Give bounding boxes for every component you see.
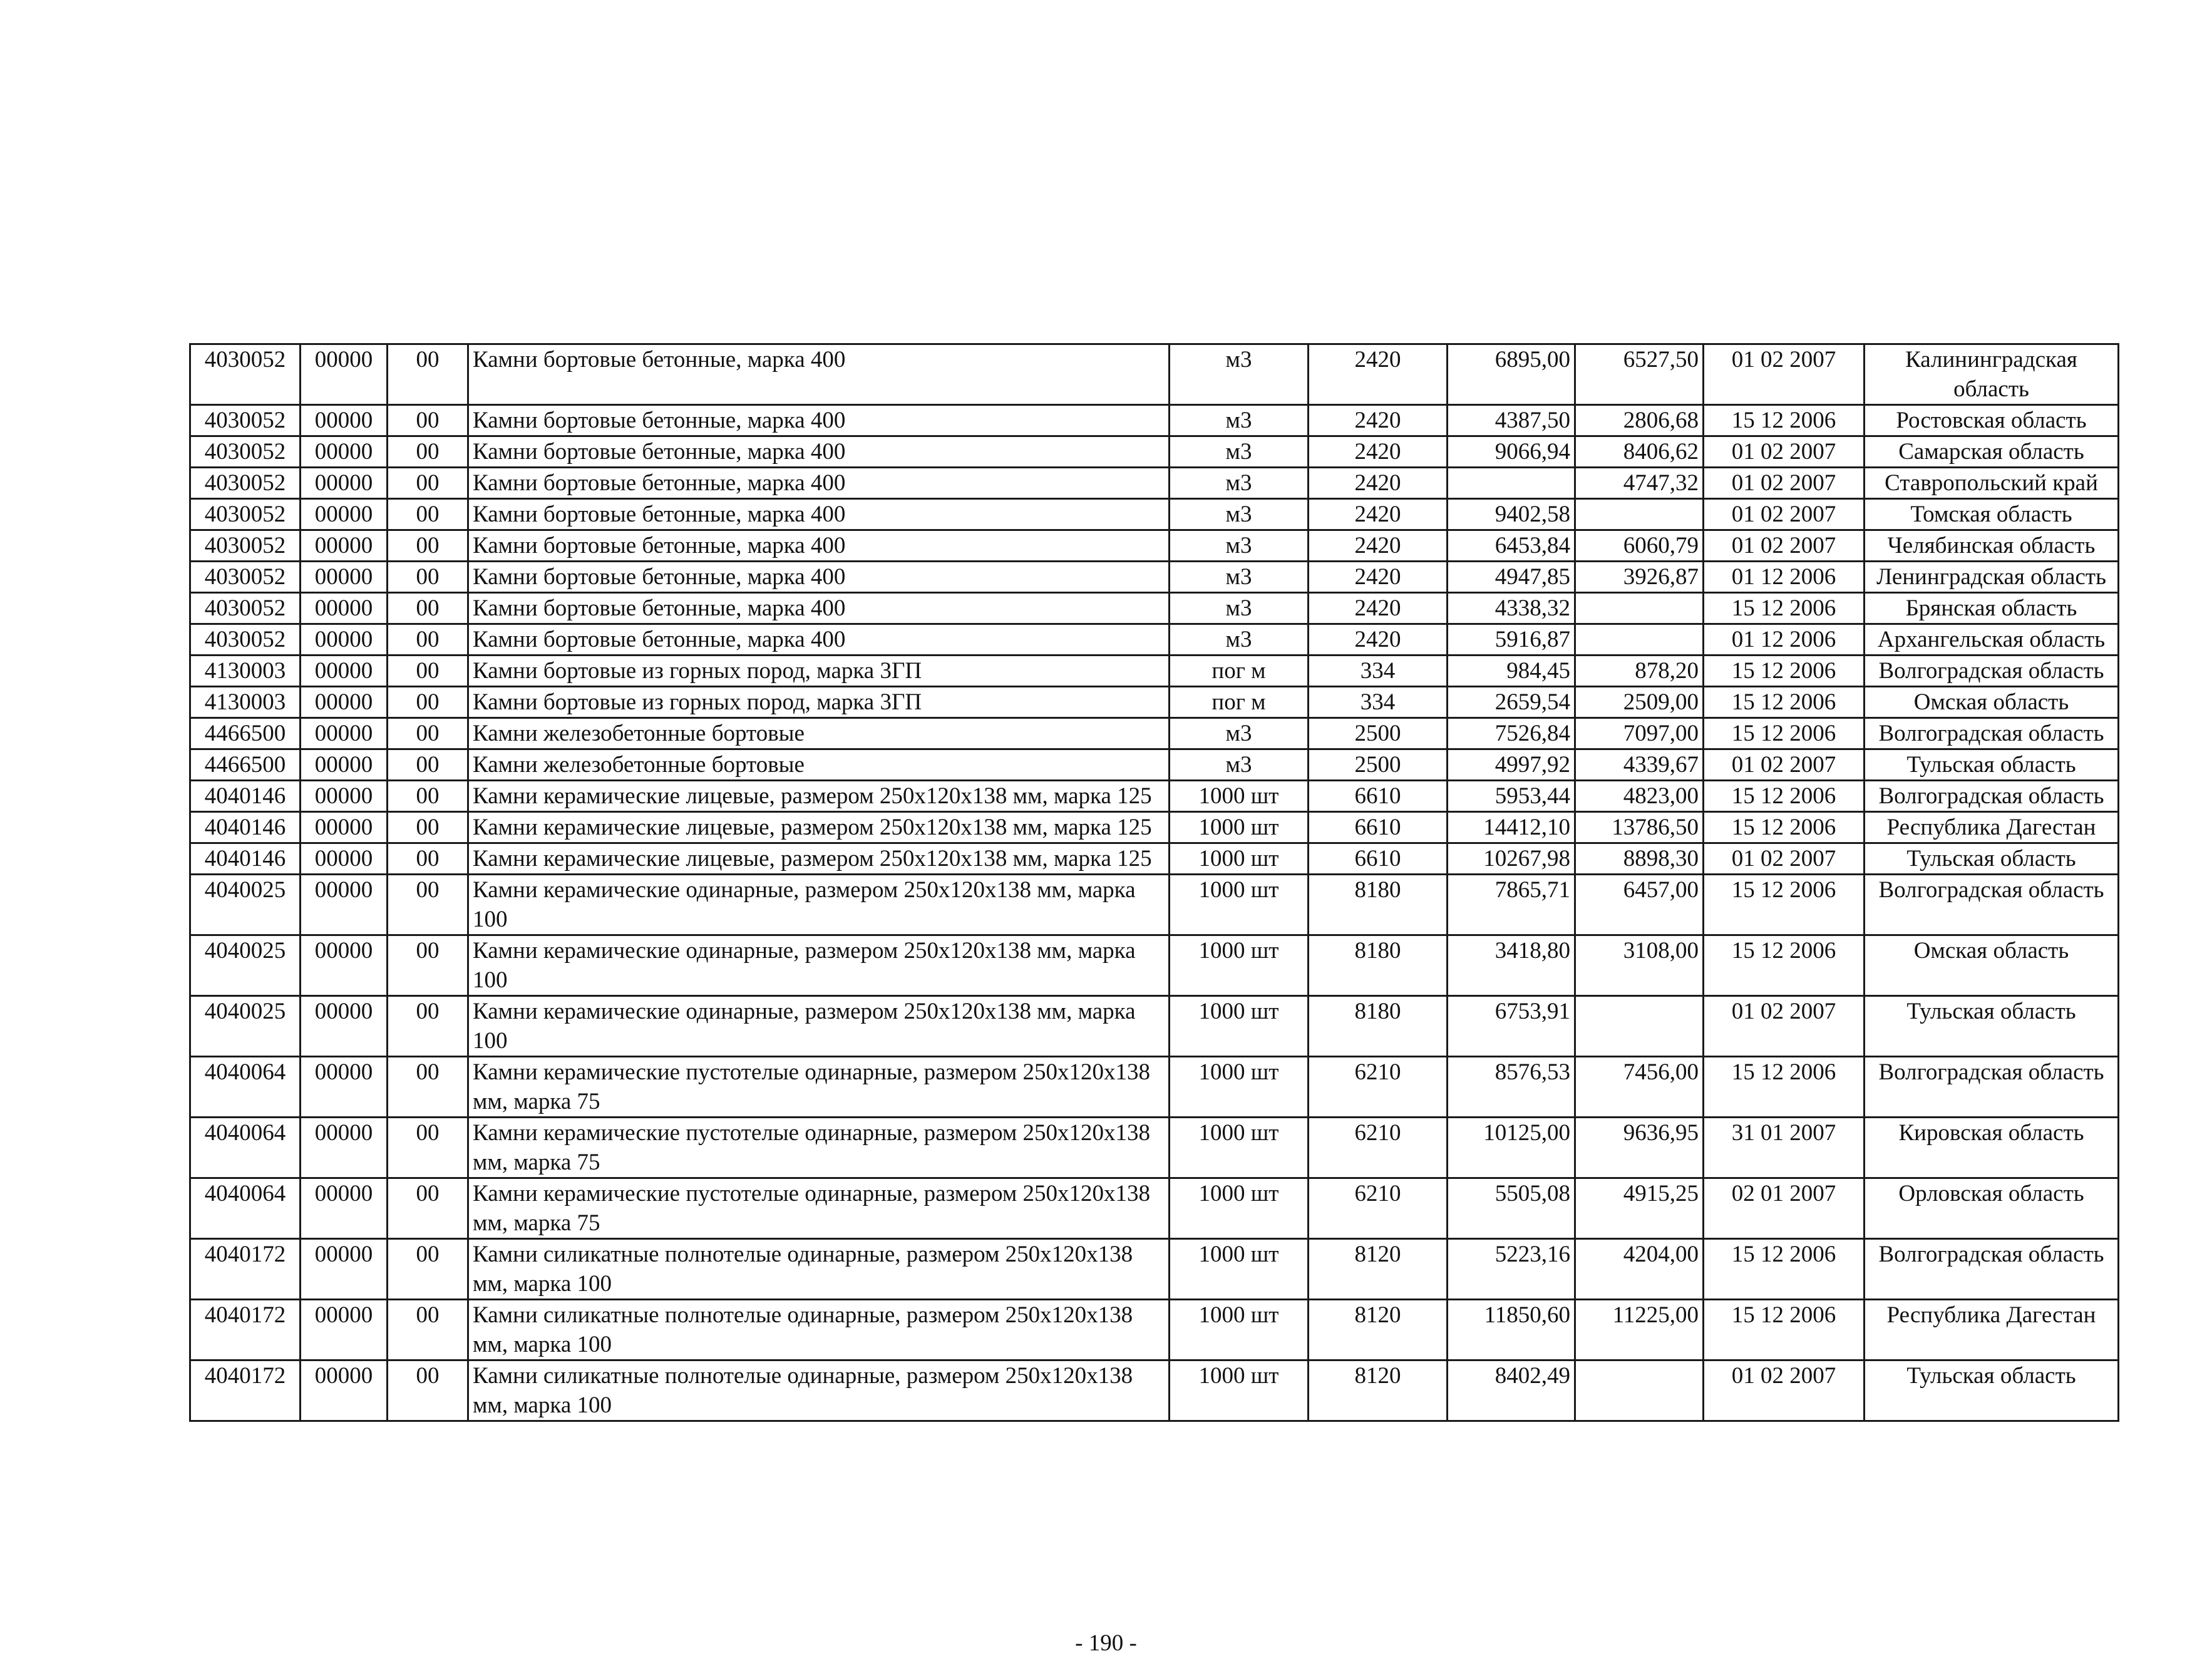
sub-code-cell: 00000 [301,781,388,812]
item-code-cell: 4040146 [190,843,301,875]
table-row [190,781,2119,812]
item-code-cell: 4040064 [190,1118,301,1178]
item-code-cell: 4130003 [190,656,301,687]
price-alt-cell [1575,996,1704,1057]
unit-cell: пог м [1170,656,1309,687]
unit-cell: 1000 шт [1170,1360,1309,1421]
price-cell: 9066,94 [1448,436,1575,468]
item-code-cell: 4040172 [190,1300,301,1360]
unit-cell: 1000 шт [1170,875,1309,935]
table-row [190,1360,2119,1421]
version-cell: 00 [388,749,468,781]
table-row [190,530,2119,562]
sub-code-cell: 00000 [301,1239,388,1300]
price-alt-cell: 6457,00 [1575,875,1704,935]
item-code-cell: 4030052 [190,624,301,656]
version-cell: 00 [388,593,468,624]
unit-cell: 1000 шт [1170,1057,1309,1118]
price-cell: 10125,00 [1448,1118,1575,1178]
number-cell: 2500 [1309,749,1448,781]
version-cell: 00 [388,656,468,687]
table-row [190,687,2119,718]
price-alt-cell: 2806,68 [1575,405,1704,436]
item-code-cell: 4040025 [190,935,301,996]
item-code-cell: 4030052 [190,405,301,436]
date-cell: 01 02 2007 [1704,468,1865,499]
sub-code-cell: 00000 [301,1057,388,1118]
sub-code-cell: 00000 [301,1360,388,1421]
material-name-cell: Камни силикатные полнотелые одинарные, размером 250x120x138 мм, марка 100 [468,1300,1170,1360]
item-code-cell: 4030052 [190,344,301,405]
date-cell: 01 02 2007 [1704,1360,1865,1421]
sub-code-cell: 00000 [301,1118,388,1178]
date-cell: 15 12 2006 [1704,656,1865,687]
number-cell: 6210 [1309,1118,1448,1178]
item-code-cell: 4040146 [190,781,301,812]
region-cell: Волгоградская область [1865,1239,2119,1300]
unit-cell: м3 [1170,405,1309,436]
price-alt-cell: 4339,67 [1575,749,1704,781]
number-cell: 8180 [1309,875,1448,935]
version-cell: 00 [388,843,468,875]
number-cell: 2420 [1309,405,1448,436]
version-cell: 00 [388,436,468,468]
region-cell: Республика Дагестан [1865,812,2119,843]
region-cell: Орловская область [1865,1178,2119,1239]
price-alt-cell: 8406,62 [1575,436,1704,468]
sub-code-cell: 00000 [301,996,388,1057]
sub-code-cell: 00000 [301,344,388,405]
region-cell: Тульская область [1865,1360,2119,1421]
price-cell: 14412,10 [1448,812,1575,843]
number-cell: 8120 [1309,1300,1448,1360]
number-cell: 2420 [1309,468,1448,499]
number-cell: 6610 [1309,812,1448,843]
unit-cell: 1000 шт [1170,996,1309,1057]
price-alt-cell [1575,624,1704,656]
sub-code-cell: 00000 [301,687,388,718]
unit-cell: 1000 шт [1170,1178,1309,1239]
region-cell: Волгоградская область [1865,875,2119,935]
date-cell: 01 02 2007 [1704,996,1865,1057]
price-cell [1448,468,1575,499]
region-cell: Ростовская область [1865,405,2119,436]
unit-cell: 1000 шт [1170,1239,1309,1300]
item-code-cell: 4030052 [190,593,301,624]
price-alt-cell: 878,20 [1575,656,1704,687]
date-cell: 15 12 2006 [1704,1300,1865,1360]
date-cell: 01 12 2006 [1704,562,1865,593]
table-row [190,875,2119,935]
sub-code-cell: 00000 [301,405,388,436]
number-cell: 8120 [1309,1239,1448,1300]
number-cell: 334 [1309,687,1448,718]
unit-cell: м3 [1170,530,1309,562]
region-cell: Волгоградская область [1865,718,2119,749]
version-cell: 00 [388,1300,468,1360]
item-code-cell: 4040025 [190,875,301,935]
material-name-cell: Камни керамические одинарные, размером 250x120x138 мм, марка 100 [468,996,1170,1057]
material-name-cell: Камни керамические лицевые, размером 250x120x138 мм, марка 125 [468,781,1170,812]
version-cell: 00 [388,468,468,499]
table-row [190,843,2119,875]
unit-cell: 1000 шт [1170,1300,1309,1360]
table-row [190,624,2119,656]
unit-cell: 1000 шт [1170,843,1309,875]
date-cell: 01 02 2007 [1704,749,1865,781]
unit-cell: 1000 шт [1170,781,1309,812]
number-cell: 2420 [1309,499,1448,530]
date-cell: 15 12 2006 [1704,1057,1865,1118]
number-cell: 6610 [1309,843,1448,875]
unit-cell: 1000 шт [1170,1118,1309,1178]
date-cell: 15 12 2006 [1704,405,1865,436]
material-name-cell: Камни керамические одинарные, размером 250x120x138 мм, марка 100 [468,935,1170,996]
item-code-cell: 4466500 [190,718,301,749]
price-alt-cell [1575,593,1704,624]
price-cell: 9402,58 [1448,499,1575,530]
item-code-cell: 4040064 [190,1178,301,1239]
price-alt-cell: 13786,50 [1575,812,1704,843]
version-cell: 00 [388,1178,468,1239]
price-cell: 6453,84 [1448,530,1575,562]
table-row [190,749,2119,781]
price-cell: 4947,85 [1448,562,1575,593]
price-alt-cell: 4747,32 [1575,468,1704,499]
version-cell: 00 [388,812,468,843]
item-code-cell: 4040064 [190,1057,301,1118]
price-cell: 5505,08 [1448,1178,1575,1239]
price-table [189,343,2119,1422]
number-cell: 6210 [1309,1178,1448,1239]
price-cell: 984,45 [1448,656,1575,687]
sub-code-cell: 00000 [301,593,388,624]
material-name-cell: Камни бортовые бетонные, марка 400 [468,468,1170,499]
version-cell: 00 [388,1057,468,1118]
table-row [190,593,2119,624]
item-code-cell: 4040025 [190,996,301,1057]
material-name-cell: Камни бортовые из горных пород, марка 3ГП [468,656,1170,687]
price-cell: 2659,54 [1448,687,1575,718]
region-cell: Самарская область [1865,436,2119,468]
table-body [190,344,2119,1421]
table-row [190,468,2119,499]
sub-code-cell: 00000 [301,812,388,843]
number-cell: 2420 [1309,562,1448,593]
region-cell: Тульская область [1865,996,2119,1057]
region-cell: Волгоградская область [1865,781,2119,812]
version-cell: 00 [388,875,468,935]
price-cell: 5953,44 [1448,781,1575,812]
region-cell: Омская область [1865,935,2119,996]
item-code-cell: 4040146 [190,812,301,843]
region-cell: Волгоградская область [1865,656,2119,687]
table-row [190,1057,2119,1118]
date-cell: 15 12 2006 [1704,687,1865,718]
number-cell: 6210 [1309,1057,1448,1118]
item-code-cell: 4466500 [190,749,301,781]
unit-cell: пог м [1170,687,1309,718]
number-cell: 2500 [1309,718,1448,749]
material-name-cell: Камни бортовые бетонные, марка 400 [468,530,1170,562]
sub-code-cell: 00000 [301,749,388,781]
version-cell: 00 [388,344,468,405]
number-cell: 8180 [1309,996,1448,1057]
price-alt-cell: 11225,00 [1575,1300,1704,1360]
sub-code-cell: 00000 [301,875,388,935]
material-name-cell: Камни бортовые из горных пород, марка 3ГП [468,687,1170,718]
price-alt-cell [1575,499,1704,530]
number-cell: 8120 [1309,1360,1448,1421]
material-name-cell: Камни силикатные полнотелые одинарные, размером 250x120x138 мм, марка 100 [468,1360,1170,1421]
item-code-cell: 4030052 [190,436,301,468]
material-name-cell: Камни керамические одинарные, размером 250x120x138 мм, марка 100 [468,875,1170,935]
sub-code-cell: 00000 [301,624,388,656]
number-cell: 2420 [1309,436,1448,468]
version-cell: 00 [388,1360,468,1421]
price-cell: 7865,71 [1448,875,1575,935]
date-cell: 02 01 2007 [1704,1178,1865,1239]
material-name-cell: Камни бортовые бетонные, марка 400 [468,562,1170,593]
material-name-cell: Камни бортовые бетонные, марка 400 [468,436,1170,468]
version-cell: 00 [388,1118,468,1178]
price-alt-cell: 6527,50 [1575,344,1704,405]
date-cell: 15 12 2006 [1704,781,1865,812]
region-cell: Республика Дагестан [1865,1300,2119,1360]
price-cell: 7526,84 [1448,718,1575,749]
version-cell: 00 [388,405,468,436]
region-cell: Челябинская область [1865,530,2119,562]
material-name-cell: Камни железобетонные бортовые [468,749,1170,781]
version-cell: 00 [388,781,468,812]
material-name-cell: Камни керамические лицевые, размером 250x120x138 мм, марка 125 [468,812,1170,843]
item-code-cell: 4030052 [190,562,301,593]
table-row [190,996,2119,1057]
region-cell: Ленинградская область [1865,562,2119,593]
date-cell: 01 02 2007 [1704,530,1865,562]
price-alt-cell: 4204,00 [1575,1239,1704,1300]
region-cell: Ставропольский край [1865,468,2119,499]
date-cell: 01 02 2007 [1704,843,1865,875]
material-name-cell: Камни керамические лицевые, размером 250x120x138 мм, марка 125 [468,843,1170,875]
table-row [190,656,2119,687]
sub-code-cell: 00000 [301,843,388,875]
unit-cell: 1000 шт [1170,935,1309,996]
material-name-cell: Камни бортовые бетонные, марка 400 [468,499,1170,530]
date-cell: 31 01 2007 [1704,1118,1865,1178]
price-alt-cell: 6060,79 [1575,530,1704,562]
unit-cell: 1000 шт [1170,812,1309,843]
unit-cell: м3 [1170,499,1309,530]
region-cell: Кировская область [1865,1118,2119,1178]
sub-code-cell: 00000 [301,468,388,499]
table-row [190,1300,2119,1360]
price-cell: 4387,50 [1448,405,1575,436]
price-alt-cell: 2509,00 [1575,687,1704,718]
unit-cell: м3 [1170,436,1309,468]
table-row [190,436,2119,468]
sub-code-cell: 00000 [301,499,388,530]
table-row [190,812,2119,843]
material-name-cell: Камни железобетонные бортовые [468,718,1170,749]
price-cell: 5916,87 [1448,624,1575,656]
number-cell: 8180 [1309,935,1448,996]
material-name-cell: Камни силикатные полнотелые одинарные, размером 250x120x138 мм, марка 100 [468,1239,1170,1300]
material-name-cell: Камни керамические пустотелые одинарные, размером 250x120x138 мм, марка 75 [468,1057,1170,1118]
table-row [190,1178,2119,1239]
price-alt-cell: 4823,00 [1575,781,1704,812]
item-code-cell: 4130003 [190,687,301,718]
version-cell: 00 [388,718,468,749]
version-cell: 00 [388,935,468,996]
page-number: - 190 - [1075,1630,1137,1656]
number-cell: 334 [1309,656,1448,687]
number-cell: 6610 [1309,781,1448,812]
version-cell: 00 [388,996,468,1057]
table-row [190,344,2119,405]
unit-cell: м3 [1170,468,1309,499]
sub-code-cell: 00000 [301,530,388,562]
item-code-cell: 4030052 [190,468,301,499]
table-row [190,718,2119,749]
region-cell: Брянская область [1865,593,2119,624]
table-row [190,935,2119,996]
price-cell: 4338,32 [1448,593,1575,624]
price-cell: 5223,16 [1448,1239,1575,1300]
sub-code-cell: 00000 [301,562,388,593]
price-cell: 3418,80 [1448,935,1575,996]
date-cell: 15 12 2006 [1704,875,1865,935]
table-row [190,562,2119,593]
price-cell: 10267,98 [1448,843,1575,875]
version-cell: 00 [388,687,468,718]
price-alt-cell: 8898,30 [1575,843,1704,875]
material-name-cell: Камни бортовые бетонные, марка 400 [468,593,1170,624]
number-cell: 2420 [1309,530,1448,562]
material-name-cell: Камни бортовые бетонные, марка 400 [468,624,1170,656]
price-alt-cell: 7097,00 [1575,718,1704,749]
sub-code-cell: 00000 [301,718,388,749]
item-code-cell: 4030052 [190,499,301,530]
table-row [190,1239,2119,1300]
date-cell: 15 12 2006 [1704,935,1865,996]
date-cell: 15 12 2006 [1704,812,1865,843]
material-name-cell: Камни керамические пустотелые одинарные, размером 250x120x138 мм, марка 75 [468,1178,1170,1239]
date-cell: 01 02 2007 [1704,436,1865,468]
region-cell: Тульская область [1865,749,2119,781]
date-cell: 01 02 2007 [1704,344,1865,405]
date-cell: 01 12 2006 [1704,624,1865,656]
price-alt-cell: 7456,00 [1575,1057,1704,1118]
date-cell: 15 12 2006 [1704,1239,1865,1300]
table-row [190,1118,2119,1178]
unit-cell: м3 [1170,624,1309,656]
sub-code-cell: 00000 [301,656,388,687]
region-cell: Волгоградская область [1865,1057,2119,1118]
unit-cell: м3 [1170,562,1309,593]
sub-code-cell: 00000 [301,1178,388,1239]
price-cell: 11850,60 [1448,1300,1575,1360]
date-cell: 15 12 2006 [1704,593,1865,624]
unit-cell: м3 [1170,593,1309,624]
version-cell: 00 [388,499,468,530]
price-cell: 8402,49 [1448,1360,1575,1421]
sub-code-cell: 00000 [301,935,388,996]
unit-cell: м3 [1170,344,1309,405]
unit-cell: м3 [1170,749,1309,781]
item-code-cell: 4040172 [190,1360,301,1421]
material-name-cell: Камни керамические пустотелые одинарные, размером 250x120x138 мм, марка 75 [468,1118,1170,1178]
date-cell: 15 12 2006 [1704,718,1865,749]
price-alt-cell: 9636,95 [1575,1118,1704,1178]
material-name-cell: Камни бортовые бетонные, марка 400 [468,405,1170,436]
price-alt-cell: 3108,00 [1575,935,1704,996]
region-cell: Омская область [1865,687,2119,718]
region-cell: Архангельская область [1865,624,2119,656]
sub-code-cell: 00000 [301,436,388,468]
region-cell: Тульская область [1865,843,2119,875]
date-cell: 01 02 2007 [1704,499,1865,530]
unit-cell: м3 [1170,718,1309,749]
material-name-cell: Камни бортовые бетонные, марка 400 [468,344,1170,405]
price-alt-cell [1575,1360,1704,1421]
price-alt-cell: 3926,87 [1575,562,1704,593]
table-row [190,405,2119,436]
item-code-cell: 4040172 [190,1239,301,1300]
sub-code-cell: 00000 [301,1300,388,1360]
number-cell: 2420 [1309,344,1448,405]
region-cell: Томская область [1865,499,2119,530]
number-cell: 2420 [1309,593,1448,624]
price-cell: 4997,92 [1448,749,1575,781]
price-cell: 6895,00 [1448,344,1575,405]
number-cell: 2420 [1309,624,1448,656]
item-code-cell: 4030052 [190,530,301,562]
table-row [190,499,2119,530]
version-cell: 00 [388,530,468,562]
region-cell: Калининградская область [1865,344,2119,405]
price-cell: 6753,91 [1448,996,1575,1057]
price-cell: 8576,53 [1448,1057,1575,1118]
version-cell: 00 [388,1239,468,1300]
version-cell: 00 [388,562,468,593]
version-cell: 00 [388,624,468,656]
price-alt-cell: 4915,25 [1575,1178,1704,1239]
